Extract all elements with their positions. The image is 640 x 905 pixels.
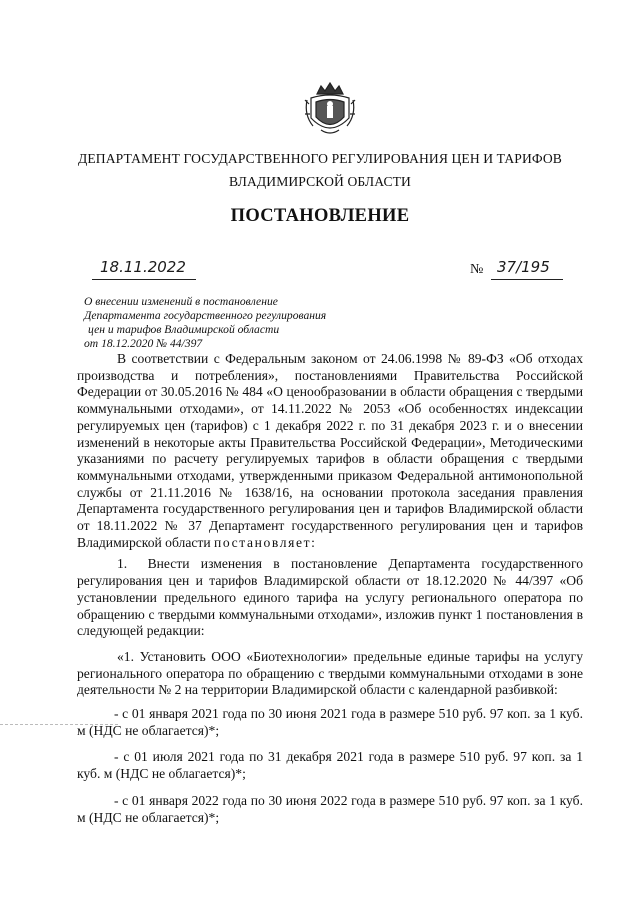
department-title-line2: ВЛАДИМИРСКОЙ ОБЛАСТИ <box>229 174 411 189</box>
tariff-item: - с 01 января 2021 года по 30 июня 2021 года в размере 510 руб. 97 коп. за 1 куб. м (НДС не облагается)*; <box>77 706 583 738</box>
subject-line: О внесении изменений в постановление <box>84 295 278 308</box>
preamble-paragraph <box>77 351 583 551</box>
document-type-heading: ПОСТАНОВЛЕНИЕ <box>230 206 410 226</box>
document-subject <box>84 295 384 351</box>
quoted-point-paragraph: «1. Установить ООО «Биотехнологии» предельные единые тарифы на услугу регионального оператора по обращению с твердыми коммунальными отходами в зоне деятельности № 2 на территории Владимирской области с календарной разбивкой: <box>77 648 583 698</box>
subject-line: от 18.12.2020 № 44/397 <box>84 337 203 350</box>
preamble-text: В соответствии с Федеральным законом от 24.06.1998 № 89-ФЗ «Об отходах производства и потребления», постановлениями Правительства Российской Федерации от 30.05.2016 № 484 «О ценообразовании в области обращения с твердыми коммунальными отходами», от 14.11.2022 № 2053 «Об особенностях индексации регулируемых цен (тарифов) с 1 декабря 2022 г. по 31 декабря 2023 г. и о внесении изменений в некоторые акты Правительства Российской Федерации», Методическими указаниями по расчету регулируемых тарифов в области обращения с твердыми коммунальными отходами, утвержденными приказом Федеральной антимонопольной службы от 21.11.2016 № 1638/16, на основании протокола заседания правления Департамента государственного регулирования цен и тарифов Владимирской области от 18.11.2022 № 37 Департамент государственного регулирования цен и тарифов Владимирской области <box>77 351 583 550</box>
subject-line: цен и тарифов Владимирской области <box>88 323 280 336</box>
department-title-line1: ДЕПАРТАМЕНТ ГОСУДАРСТВЕННОГО РЕГУЛИРОВАНИЯ ЦЕН И ТАРИФОВ <box>78 151 562 166</box>
document-date: 18.11.2022 <box>100 258 186 276</box>
preamble-verb: постановляет: <box>214 534 317 550</box>
tariff-item: - с 01 июля 2021 года по 31 декабря 2021 года в размере 510 руб. 97 коп. за 1 куб. м (НДС не облагается)*; <box>77 749 583 782</box>
tariff-item: - с 01 января 2022 года по 30 июня 2022 года в размере 510 руб. 97 коп. за 1 куб. м (НДС не облагается)*; <box>77 792 583 825</box>
subject-line: Департамента государственного регулирования <box>84 309 327 322</box>
number-sign: № <box>470 262 484 277</box>
point-1-paragraph: 1. Внести изменения в постановление Департамента государственного регулирования цен и тарифов Владимирской области от 18.12.2020 № 44/397 «Об установлении предельного единого тарифа на услугу регионального оператора по обращению с твердыми коммунальными отходами», изложив пункт 1 постановления в следующей редакции: <box>77 556 583 639</box>
document-number: 37/195 <box>497 258 550 276</box>
coat-of-arms-icon <box>303 80 357 140</box>
document-body <box>77 351 583 826</box>
